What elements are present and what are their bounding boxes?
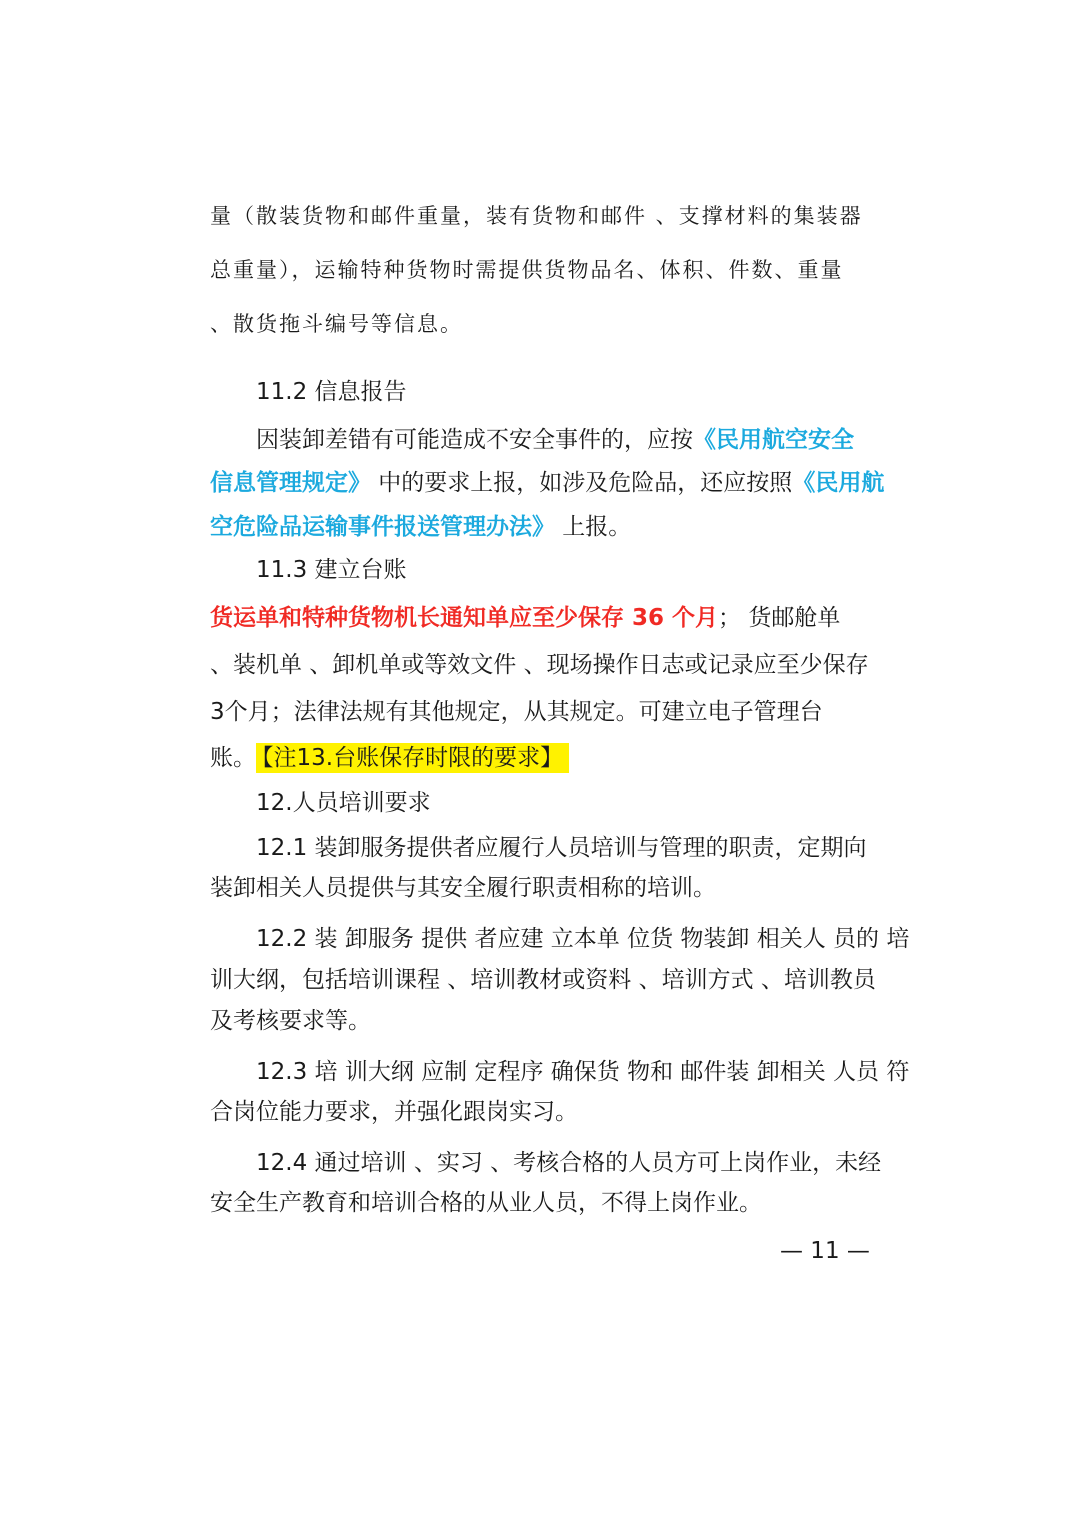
paragraph-line: 12.1 装卸服务提供者应履行人员培训与管理的职责，定期向	[256, 835, 867, 861]
highlighted-note: 【注13.台账保存时限的要求】	[256, 743, 569, 773]
regulation-reference: 信息管理规定》	[210, 470, 371, 496]
paragraph-line: 及考核要求等。	[210, 1008, 371, 1034]
emphasized-requirement: 货运单和特种货物机长通知单应至少保存 36 个月	[210, 605, 719, 631]
paragraph-line: 量（散装货物和邮件重量，装有货物和邮件 、支撑材料的集装器	[210, 204, 863, 228]
section-heading-11-2: 11.2 信息报告	[256, 379, 407, 405]
section-heading-12: 12.人员培训要求	[256, 790, 431, 816]
paragraph-text: 账。	[210, 745, 256, 771]
paragraph-text: 中的要求上报，如涉及危险品，还应按照	[371, 470, 793, 496]
paragraph-line	[256, 425, 854, 455]
paragraph-line: 、装机单 、卸机单或等效文件 、现场操作日志或记录应至少保存	[210, 652, 869, 678]
section-heading-11-3: 11.3 建立台账	[256, 557, 407, 583]
paragraph-line: 合岗位能力要求，并强化跟岗实习。	[210, 1099, 578, 1125]
paragraph-line	[210, 468, 884, 498]
paragraph-line: 12.2 装 卸服务 提供 者应建 立本单 位货 物装卸 相关人 员的 培	[256, 926, 910, 952]
paragraph-line: 3个月；法律法规有其他规定，从其规定。可建立电子管理台	[210, 699, 823, 725]
paragraph-line: 安全生产教育和培训合格的从业人员，不得上岗作业。	[210, 1190, 762, 1216]
paragraph-text: 上报。	[555, 514, 632, 540]
paragraph-line	[210, 603, 840, 633]
paragraph-text: ； 货邮舱单	[718, 605, 841, 631]
paragraph-line: 装卸相关人员提供与其安全履行职责相称的培训。	[210, 875, 716, 901]
paragraph-line: 12.4 通过培训 、实习 、考核合格的人员方可上岗作业，未经	[256, 1150, 882, 1176]
paragraph-line: 总重量），运输特种货物时需提供货物品名、体积、件数、重量	[210, 258, 844, 282]
paragraph-line: 12.3 培 训大纲 应制 定程序 确保货 物和 邮件装 卸相关 人员 符	[256, 1059, 910, 1085]
paragraph-line: 、散货拖斗编号等信息。	[210, 312, 463, 336]
paragraph-line	[210, 512, 631, 542]
paragraph-line	[210, 743, 569, 773]
page-number: — 11 —	[780, 1238, 870, 1264]
paragraph-line: 训大纲，包括培训课程 、培训教材或资料 、培训方式 、培训教员	[210, 967, 876, 993]
regulation-reference: 空危险品运输事件报送管理办法》	[210, 514, 555, 540]
regulation-reference: 《民用航空安全	[693, 427, 854, 453]
paragraph-text: 因装卸差错有可能造成不安全事件的，应按	[256, 427, 693, 453]
regulation-reference: 《民用航	[792, 470, 885, 496]
